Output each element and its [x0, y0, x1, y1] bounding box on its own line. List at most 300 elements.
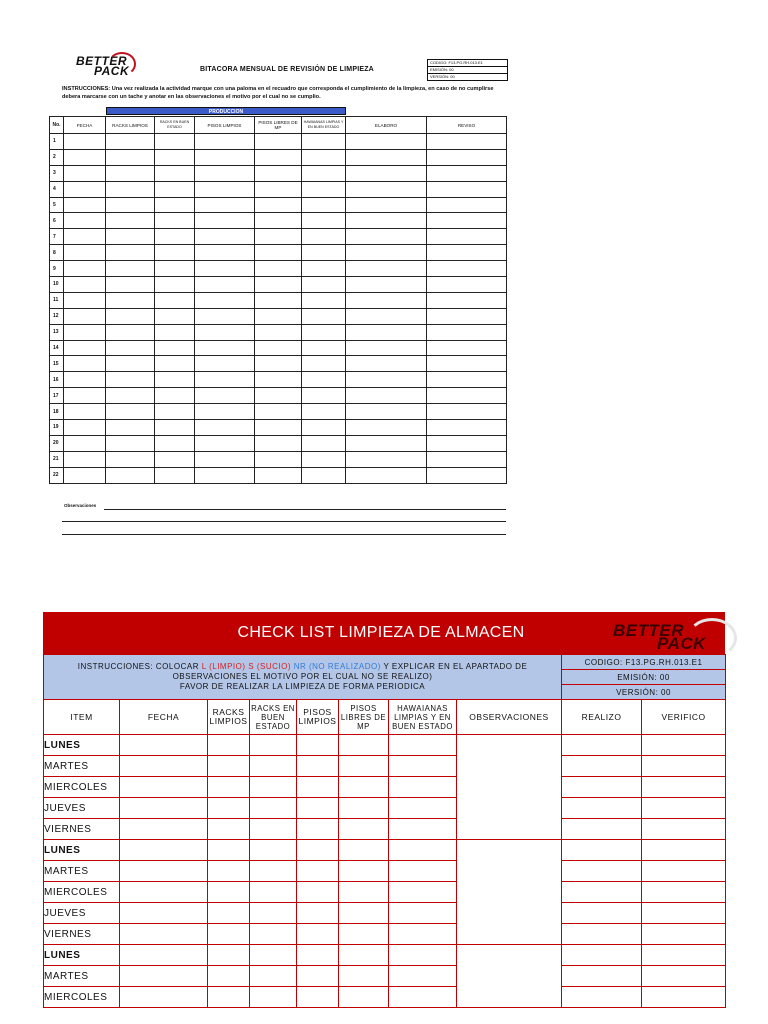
checklist-cell[interactable]: [120, 798, 208, 819]
table-cell[interactable]: [302, 372, 346, 388]
table-cell[interactable]: [155, 404, 195, 420]
table-cell[interactable]: [302, 261, 346, 277]
checklist-cell[interactable]: [389, 756, 457, 777]
table-cell[interactable]: [255, 435, 302, 451]
table-cell[interactable]: [195, 435, 255, 451]
table-cell[interactable]: [427, 229, 507, 245]
checklist-cell[interactable]: [297, 735, 339, 756]
observaciones-line[interactable]: [104, 509, 506, 510]
checklist-cell[interactable]: [208, 924, 250, 945]
checklist-cell[interactable]: [562, 903, 642, 924]
table-cell[interactable]: [346, 229, 427, 245]
checklist-cell[interactable]: [562, 798, 642, 819]
table-cell[interactable]: [155, 197, 195, 213]
table-cell[interactable]: [427, 181, 507, 197]
table-cell[interactable]: [64, 467, 106, 483]
table-cell[interactable]: [155, 261, 195, 277]
table-cell[interactable]: [106, 213, 155, 229]
row-number: 2: [50, 149, 64, 165]
table-cell[interactable]: [106, 292, 155, 308]
table-cell[interactable]: [155, 229, 195, 245]
table-cell[interactable]: [427, 149, 507, 165]
checklist-cell[interactable]: [562, 861, 642, 882]
table-cell[interactable]: [302, 277, 346, 293]
checklist-cell[interactable]: [208, 756, 250, 777]
table-cell[interactable]: [155, 134, 195, 150]
table-cell[interactable]: [302, 165, 346, 181]
table-cell[interactable]: [195, 404, 255, 420]
checklist-cell[interactable]: [389, 945, 457, 966]
day-label: MARTES: [44, 756, 120, 777]
table-cell[interactable]: [155, 356, 195, 372]
table-cell[interactable]: [346, 404, 427, 420]
table-row: [44, 966, 726, 987]
table-cell[interactable]: [64, 165, 106, 181]
table-cell[interactable]: [106, 340, 155, 356]
table-cell[interactable]: [346, 245, 427, 261]
checklist-cell[interactable]: [208, 903, 250, 924]
checklist-cell[interactable]: [120, 882, 208, 903]
checklist-cell[interactable]: [389, 777, 457, 798]
top-codigo: CODIGO: F13.PG.RH.013.E1: [428, 60, 507, 67]
table-cell[interactable]: [106, 324, 155, 340]
table-cell[interactable]: [302, 388, 346, 404]
table-cell[interactable]: [346, 388, 427, 404]
table-cell[interactable]: [64, 261, 106, 277]
table-cell[interactable]: [106, 372, 155, 388]
table-cell[interactable]: [427, 245, 507, 261]
table-cell[interactable]: [64, 134, 106, 150]
checklist-cell[interactable]: [389, 819, 457, 840]
day-label: MIERCOLES: [44, 987, 120, 1008]
table-cell[interactable]: [427, 292, 507, 308]
checklist-cell[interactable]: [250, 819, 297, 840]
checklist-cell[interactable]: [250, 945, 297, 966]
checklist-cell[interactable]: [389, 987, 457, 1008]
table-cell[interactable]: [195, 181, 255, 197]
table-cell[interactable]: [64, 340, 106, 356]
table-cell[interactable]: [255, 292, 302, 308]
table-cell[interactable]: [427, 308, 507, 324]
checklist-cell[interactable]: [297, 861, 339, 882]
checklist-cell[interactable]: [297, 777, 339, 798]
checklist-cell[interactable]: [642, 756, 726, 777]
table-cell[interactable]: [346, 149, 427, 165]
table-cell[interactable]: [302, 340, 346, 356]
table-cell[interactable]: [155, 451, 195, 467]
checklist-cell[interactable]: [339, 945, 389, 966]
table-cell[interactable]: [302, 308, 346, 324]
table-cell[interactable]: [302, 404, 346, 420]
observaciones-cell[interactable]: [457, 840, 562, 945]
table-cell[interactable]: [255, 134, 302, 150]
checklist-cell[interactable]: [250, 756, 297, 777]
table-cell[interactable]: [255, 213, 302, 229]
checklist-cell[interactable]: [297, 987, 339, 1008]
table-cell[interactable]: [106, 229, 155, 245]
table-cell[interactable]: [346, 467, 427, 483]
table-cell[interactable]: [64, 197, 106, 213]
table-cell[interactable]: [346, 134, 427, 150]
table-cell[interactable]: [302, 197, 346, 213]
table-cell[interactable]: [255, 404, 302, 420]
checklist-cell[interactable]: [250, 882, 297, 903]
table-cell[interactable]: [302, 245, 346, 261]
checklist-cell[interactable]: [120, 777, 208, 798]
table-cell[interactable]: [255, 308, 302, 324]
checklist-cell[interactable]: [642, 882, 726, 903]
checklist-cell[interactable]: [208, 945, 250, 966]
table-cell[interactable]: [195, 324, 255, 340]
checklist-cell[interactable]: [389, 966, 457, 987]
checklist-cell[interactable]: [120, 966, 208, 987]
checklist-cell[interactable]: [120, 735, 208, 756]
checklist-cell[interactable]: [339, 987, 389, 1008]
day-label: VIERNES: [44, 924, 120, 945]
checklist-cell[interactable]: [120, 819, 208, 840]
table-cell[interactable]: [346, 213, 427, 229]
checklist-cell[interactable]: [562, 945, 642, 966]
checklist-cell[interactable]: [208, 882, 250, 903]
checklist-cell[interactable]: [642, 798, 726, 819]
table-row: [50, 308, 507, 324]
checklist-cell[interactable]: [297, 966, 339, 987]
table-cell[interactable]: [427, 261, 507, 277]
checklist-cell[interactable]: [562, 756, 642, 777]
checklist-cell[interactable]: [339, 756, 389, 777]
table-cell[interactable]: [427, 165, 507, 181]
table-cell[interactable]: [195, 451, 255, 467]
table-cell[interactable]: [106, 308, 155, 324]
checklist-cell[interactable]: [389, 798, 457, 819]
table-cell[interactable]: [346, 340, 427, 356]
checklist-cell[interactable]: [120, 840, 208, 861]
table-cell[interactable]: [302, 149, 346, 165]
checklist-cell[interactable]: [297, 924, 339, 945]
table-cell[interactable]: [255, 229, 302, 245]
checklist-cell[interactable]: [120, 945, 208, 966]
table-cell[interactable]: [195, 420, 255, 436]
table-cell[interactable]: [195, 277, 255, 293]
table-cell[interactable]: [106, 435, 155, 451]
table-cell[interactable]: [427, 340, 507, 356]
checklist-cell[interactable]: [208, 987, 250, 1008]
table-cell[interactable]: [64, 149, 106, 165]
table-cell[interactable]: [195, 372, 255, 388]
table-cell[interactable]: [255, 467, 302, 483]
checklist-cell[interactable]: [208, 735, 250, 756]
checklist-col-header: ITEM: [44, 700, 120, 735]
table-cell[interactable]: [106, 277, 155, 293]
table-cell[interactable]: [64, 292, 106, 308]
checklist-cell[interactable]: [208, 777, 250, 798]
checklist-cell[interactable]: [120, 903, 208, 924]
table-cell[interactable]: [346, 372, 427, 388]
table-cell[interactable]: [64, 181, 106, 197]
checklist-cell[interactable]: [562, 882, 642, 903]
checklist-cell[interactable]: [250, 987, 297, 1008]
checklist-cell[interactable]: [562, 987, 642, 1008]
table-cell[interactable]: [155, 435, 195, 451]
table-cell[interactable]: [155, 277, 195, 293]
checklist-cell[interactable]: [250, 777, 297, 798]
observaciones-line[interactable]: [62, 534, 506, 535]
checklist-cell[interactable]: [389, 903, 457, 924]
checklist-cell[interactable]: [297, 819, 339, 840]
table-cell[interactable]: [427, 467, 507, 483]
table-cell[interactable]: [427, 356, 507, 372]
table-cell[interactable]: [195, 261, 255, 277]
table-cell[interactable]: [427, 420, 507, 436]
checklist-cell[interactable]: [339, 861, 389, 882]
checklist-cell[interactable]: [642, 819, 726, 840]
table-cell[interactable]: [64, 213, 106, 229]
table-cell[interactable]: [195, 229, 255, 245]
checklist-cell[interactable]: [642, 777, 726, 798]
table-cell[interactable]: [195, 245, 255, 261]
table-cell[interactable]: [255, 388, 302, 404]
table-cell[interactable]: [346, 435, 427, 451]
table-row: [50, 245, 507, 261]
table-cell[interactable]: [302, 213, 346, 229]
checklist-cell[interactable]: [250, 735, 297, 756]
checklist-cell[interactable]: [208, 966, 250, 987]
table-cell[interactable]: [346, 308, 427, 324]
table-cell[interactable]: [195, 213, 255, 229]
table-cell[interactable]: [255, 261, 302, 277]
table-cell[interactable]: [346, 261, 427, 277]
table-cell[interactable]: [427, 404, 507, 420]
table-cell[interactable]: [302, 451, 346, 467]
checklist-cell[interactable]: [642, 903, 726, 924]
table-cell[interactable]: [106, 261, 155, 277]
table-cell[interactable]: [346, 451, 427, 467]
table-cell[interactable]: [302, 356, 346, 372]
table-cell[interactable]: [155, 324, 195, 340]
checklist-cell[interactable]: [339, 903, 389, 924]
checklist-cell[interactable]: [297, 882, 339, 903]
table-cell[interactable]: [64, 245, 106, 261]
table-cell[interactable]: [302, 134, 346, 150]
table-cell[interactable]: [64, 435, 106, 451]
checklist-cell[interactable]: [339, 798, 389, 819]
table-cell[interactable]: [64, 277, 106, 293]
checklist-cell[interactable]: [297, 798, 339, 819]
table-cell[interactable]: [64, 372, 106, 388]
table-cell[interactable]: [106, 451, 155, 467]
checklist-table-header: [44, 700, 726, 735]
table-cell[interactable]: [255, 372, 302, 388]
checklist-cell[interactable]: [250, 903, 297, 924]
checklist-cell[interactable]: [120, 987, 208, 1008]
table-cell[interactable]: [302, 181, 346, 197]
table-cell[interactable]: [155, 388, 195, 404]
table-cell[interactable]: [155, 467, 195, 483]
checklist-cell[interactable]: [297, 756, 339, 777]
checklist-cell[interactable]: [208, 840, 250, 861]
table-cell[interactable]: [106, 467, 155, 483]
table-cell[interactable]: [155, 420, 195, 436]
row-number: 18: [50, 404, 64, 420]
table-cell[interactable]: [106, 404, 155, 420]
table-cell[interactable]: [106, 245, 155, 261]
table-cell[interactable]: [195, 308, 255, 324]
table-cell[interactable]: [106, 356, 155, 372]
table-cell[interactable]: [427, 435, 507, 451]
table-cell[interactable]: [255, 356, 302, 372]
observaciones-cell[interactable]: [457, 735, 562, 840]
table-cell[interactable]: [155, 149, 195, 165]
checklist-cell[interactable]: [120, 756, 208, 777]
table-cell[interactable]: [255, 197, 302, 213]
table-cell[interactable]: [64, 404, 106, 420]
checklist-cell[interactable]: [339, 882, 389, 903]
table-cell[interactable]: [64, 420, 106, 436]
checklist-cell[interactable]: [339, 924, 389, 945]
table-cell[interactable]: [427, 277, 507, 293]
table-cell[interactable]: [64, 324, 106, 340]
table-cell[interactable]: [195, 149, 255, 165]
table-cell[interactable]: [155, 292, 195, 308]
table-cell[interactable]: [106, 165, 155, 181]
table-cell[interactable]: [255, 324, 302, 340]
checklist-cell[interactable]: [389, 861, 457, 882]
checklist-cell[interactable]: [389, 840, 457, 861]
checklist-cell[interactable]: [642, 840, 726, 861]
checklist-cell[interactable]: [297, 903, 339, 924]
checklist-cell[interactable]: [120, 924, 208, 945]
table-cell[interactable]: [427, 213, 507, 229]
checklist-cell[interactable]: [208, 798, 250, 819]
table-cell[interactable]: [302, 324, 346, 340]
checklist-cell[interactable]: [208, 819, 250, 840]
row-number: 5: [50, 197, 64, 213]
checklist-cell[interactable]: [339, 777, 389, 798]
table-cell[interactable]: [255, 149, 302, 165]
checklist-cell[interactable]: [642, 966, 726, 987]
checklist-cell[interactable]: [562, 735, 642, 756]
table-cell[interactable]: [346, 181, 427, 197]
checklist-cell[interactable]: [250, 798, 297, 819]
day-label: MIERCOLES: [44, 777, 120, 798]
table-cell[interactable]: [427, 451, 507, 467]
checklist-cell[interactable]: [208, 861, 250, 882]
table-cell[interactable]: [346, 197, 427, 213]
table-cell[interactable]: [255, 245, 302, 261]
checklist-cell[interactable]: [642, 945, 726, 966]
checklist-cell[interactable]: [562, 840, 642, 861]
table-cell[interactable]: [427, 134, 507, 150]
checklist-cell[interactable]: [339, 840, 389, 861]
checklist-cell[interactable]: [642, 987, 726, 1008]
table-cell[interactable]: [64, 229, 106, 245]
table-cell[interactable]: [106, 420, 155, 436]
table-cell[interactable]: [255, 181, 302, 197]
checklist-cell[interactable]: [339, 735, 389, 756]
table-cell[interactable]: [346, 292, 427, 308]
table-cell[interactable]: [255, 451, 302, 467]
checklist-cell[interactable]: [642, 735, 726, 756]
table-cell[interactable]: [346, 165, 427, 181]
table-cell[interactable]: [64, 451, 106, 467]
checklist-cell[interactable]: [250, 966, 297, 987]
table-cell[interactable]: [255, 420, 302, 436]
checklist-cell[interactable]: [389, 924, 457, 945]
table-cell[interactable]: [195, 197, 255, 213]
checklist-cell[interactable]: [642, 861, 726, 882]
table-cell[interactable]: [64, 388, 106, 404]
table-cell[interactable]: [106, 197, 155, 213]
table-cell[interactable]: [427, 197, 507, 213]
checklist-cell[interactable]: [339, 966, 389, 987]
table-cell[interactable]: [302, 435, 346, 451]
day-label: VIERNES: [44, 819, 120, 840]
table-cell[interactable]: [64, 356, 106, 372]
table-cell[interactable]: [195, 467, 255, 483]
table-cell[interactable]: [195, 292, 255, 308]
table-cell[interactable]: [155, 340, 195, 356]
checklist-cell[interactable]: [562, 819, 642, 840]
checklist-cell[interactable]: [250, 840, 297, 861]
table-cell[interactable]: [155, 245, 195, 261]
table-cell[interactable]: [195, 340, 255, 356]
table-cell[interactable]: [302, 420, 346, 436]
observaciones-line[interactable]: [62, 521, 506, 522]
table-cell[interactable]: [302, 292, 346, 308]
checklist-cell[interactable]: [562, 966, 642, 987]
table-cell[interactable]: [255, 340, 302, 356]
checklist-cell[interactable]: [297, 840, 339, 861]
table-cell[interactable]: [346, 356, 427, 372]
table-cell[interactable]: [195, 388, 255, 404]
checklist-cell[interactable]: [120, 861, 208, 882]
table-cell[interactable]: [302, 467, 346, 483]
checklist-cell[interactable]: [642, 924, 726, 945]
table-cell[interactable]: [346, 420, 427, 436]
checklist-cell[interactable]: [297, 945, 339, 966]
table-cell[interactable]: [64, 308, 106, 324]
table-cell[interactable]: [106, 388, 155, 404]
checklist-cell[interactable]: [339, 819, 389, 840]
table-cell[interactable]: [106, 134, 155, 150]
checklist-cell[interactable]: [389, 882, 457, 903]
checklist-cell[interactable]: [389, 735, 457, 756]
table-cell[interactable]: [195, 165, 255, 181]
table-cell[interactable]: [106, 181, 155, 197]
checklist-cell[interactable]: [562, 924, 642, 945]
table-cell[interactable]: [427, 324, 507, 340]
table-cell[interactable]: [195, 356, 255, 372]
table-cell[interactable]: [346, 324, 427, 340]
checklist-cell[interactable]: [562, 777, 642, 798]
table-cell[interactable]: [346, 277, 427, 293]
table-cell[interactable]: [255, 165, 302, 181]
table-cell[interactable]: [302, 229, 346, 245]
checklist-cell[interactable]: [250, 924, 297, 945]
table-cell[interactable]: [155, 181, 195, 197]
table-cell[interactable]: [155, 165, 195, 181]
table-cell[interactable]: [255, 277, 302, 293]
table-cell[interactable]: [195, 134, 255, 150]
table-cell[interactable]: [427, 372, 507, 388]
table-cell[interactable]: [155, 308, 195, 324]
table-cell[interactable]: [155, 372, 195, 388]
checklist-cell[interactable]: [250, 861, 297, 882]
table-cell[interactable]: [155, 213, 195, 229]
table-cell[interactable]: [427, 388, 507, 404]
observaciones-cell[interactable]: [457, 945, 562, 1008]
table-cell[interactable]: [106, 149, 155, 165]
